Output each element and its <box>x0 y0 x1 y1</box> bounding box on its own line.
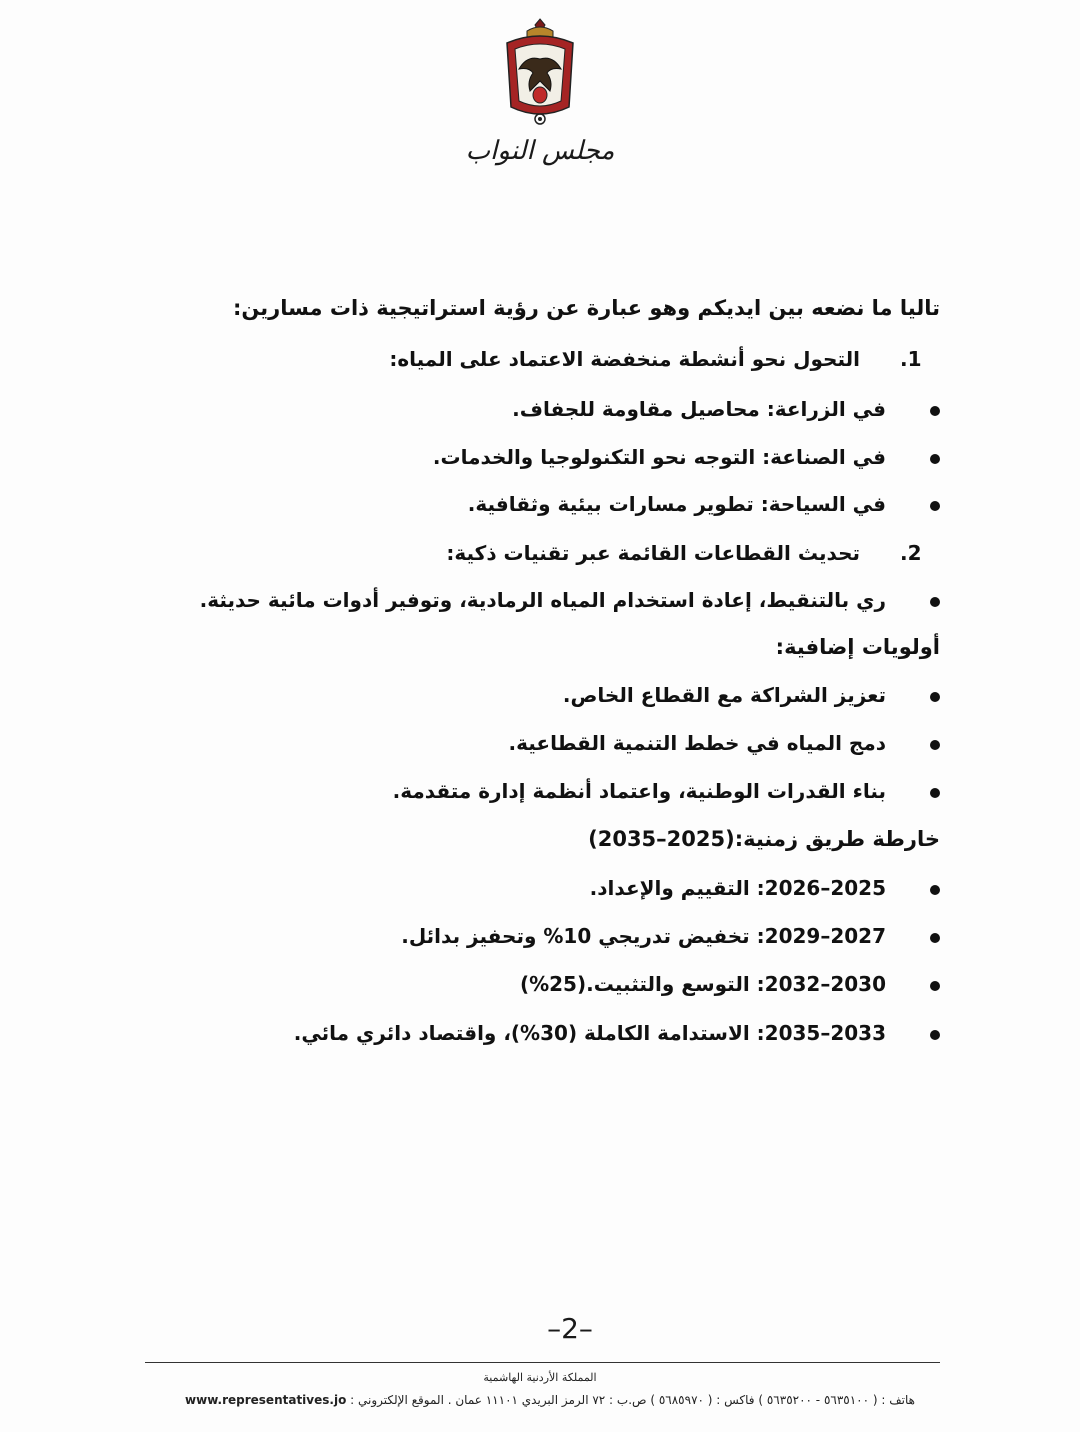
bullet-icon <box>930 933 940 943</box>
bullet-icon <box>930 788 940 798</box>
list-item <box>433 445 940 469</box>
bullet-icon <box>930 597 940 607</box>
list-item <box>200 588 940 612</box>
priority-item: بناء القدرات الوطنية، واعتماد أنظمة إدارة متقدمة. <box>392 779 886 803</box>
priorities-heading: أولويات إضافية: <box>775 635 940 659</box>
list-item <box>590 876 940 900</box>
page-number: –2– <box>547 1312 593 1345</box>
bullet-icon <box>930 885 940 895</box>
priority-item: تعزيز الشراكة مع القطاع الخاص. <box>562 683 886 707</box>
track-1-heading <box>389 347 940 371</box>
list-item <box>563 683 940 707</box>
track-1-title: التحول نحو أنشطة منخفضة الاعتماد على المياه: <box>389 347 860 371</box>
list-item <box>401 924 940 948</box>
track-1-item: في الزراعة: محاصيل مقاومة للجفاف. <box>512 397 886 421</box>
bullet-icon <box>930 501 940 511</box>
footer-kingdom-name: المملكة الأردنية الهاشمية <box>483 1371 597 1384</box>
bullet-icon <box>930 1030 940 1040</box>
footer-contact-details: هاتف : ( ٥٦٣٥١٠٠ - ٥٦٣٥٢٠٠ ) فاكس : ( ٥٦٨٥٩٧٠ ) ص.ب : ٧٢ الرمز البريدي ١١١٠١ عمان . الموقع الإلكتروني : <box>350 1393 915 1407</box>
priority-item: دمج المياه في خطط التنمية القطاعية. <box>508 731 886 755</box>
track-1-number: 1. <box>900 347 922 371</box>
bullet-icon <box>930 454 940 464</box>
list-item <box>468 492 940 516</box>
list-item <box>512 397 940 421</box>
footer-website-link[interactable]: www.representatives.jo <box>185 1393 347 1407</box>
roadmap-item: 2033–2035: الاستدامة الكاملة (30%)، واقتصاد دائري مائي. <box>293 1021 886 1045</box>
council-name: مجلس النواب <box>465 136 615 166</box>
roadmap-item: 2027–2029: تخفيض تدريجي 10% وتحفيز بدائل. <box>401 924 886 948</box>
track-2-title: تحديث القطاعات القائمة عبر تقنيات ذكية: <box>446 541 860 565</box>
bullet-icon <box>930 740 940 750</box>
bullet-icon <box>930 981 940 991</box>
track-2-number: 2. <box>900 541 922 565</box>
roadmap-heading: خارطة طريق زمنية:(2025–2035) <box>588 827 940 851</box>
roadmap-item: 2030–2032: التوسع والتثبيت.(25%) <box>519 972 886 996</box>
track-1-item: في الصناعة: التوجه نحو التكنولوجيا والخدمات. <box>432 445 886 469</box>
list-item <box>520 972 940 996</box>
bullet-icon <box>930 692 940 702</box>
track-1-item: في السياحة: تطوير مسارات بيئية وثقافية. <box>467 492 886 516</box>
intro-paragraph: تاليا ما نضعه بين ايديكم وهو عبارة عن رؤية استراتيجية ذات مسارين: <box>233 296 940 320</box>
track-2-item: ري بالتنقيط، إعادة استخدام المياه الرمادية، وتوفير أدوات مائية حديثة. <box>199 588 886 612</box>
bullet-icon <box>930 406 940 416</box>
list-item <box>393 779 940 803</box>
list-item <box>294 1021 940 1045</box>
roadmap-item: 2025–2026: التقييم والإعداد. <box>589 876 886 900</box>
track-2-heading <box>446 541 940 565</box>
list-item <box>509 731 940 755</box>
footer-divider <box>145 1362 940 1363</box>
jordan-royal-emblem-icon <box>497 15 583 130</box>
footer-contact <box>160 1393 915 1407</box>
